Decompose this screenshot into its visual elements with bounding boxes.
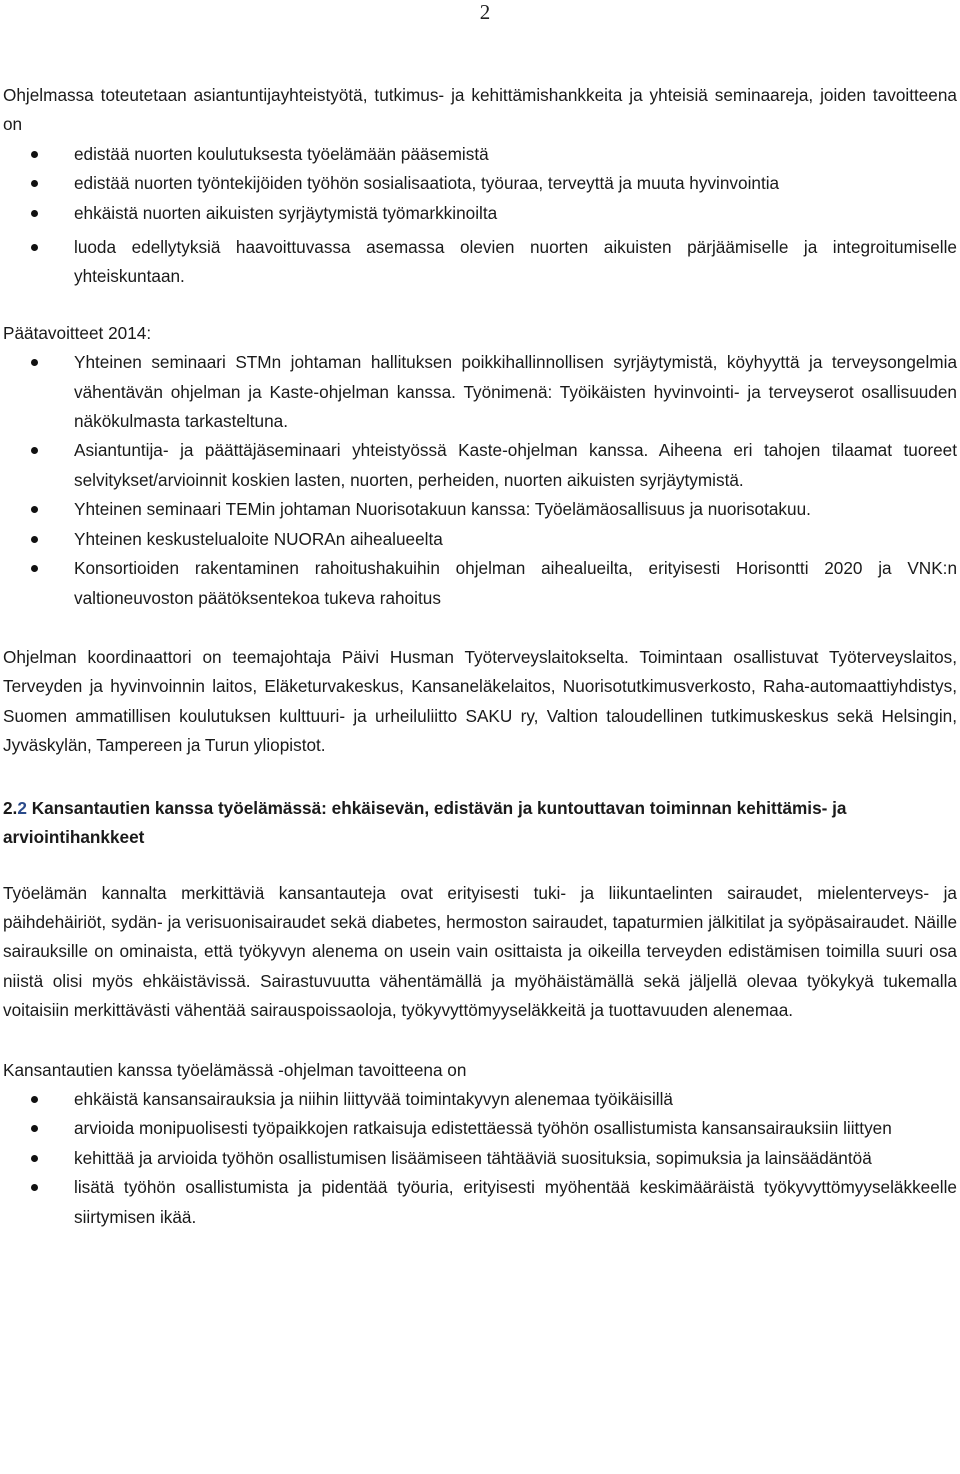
section-goals-title: Kansantautien kanssa työelämässä -ohjelman tavoitteena on: [3, 1059, 467, 1080]
document-body: [3, 81, 957, 1232]
goals-2014-list: [3, 348, 957, 613]
section-goal-list: [3, 1085, 957, 1232]
list-item: Asiantuntija- ja päättäjäseminaari yhteistyössä Kaste-ohjelman kanssa. Aiheena eri tahojen tilaamat tuoreet selvitykset/arvioinnit koskien lasten, nuorten, perheiden, nuorten aikuisten syrjäytymistä.: [74, 436, 957, 495]
intro-paragraph: Ohjelmassa toteutetaan asiantuntijayhteistyötä, tutkimus- ja kehittämishankkeita ja yhteisiä seminaareja, joiden tavoitteena on: [3, 85, 957, 135]
section-number-part1: 2.: [3, 797, 18, 818]
intro-goal-list: [3, 140, 957, 292]
list-item: arvioida monipuolisesti työpaikkojen ratkaisuja edistettäessä työhön osallistumista kansansairauksiin liittyen: [74, 1114, 957, 1143]
list-item: Konsortioiden rakentaminen rahoitushakuihin ohjelman aihealueilta, erityisesti Horisontti 2020 ja VNK:n valtioneuvoston päätöksentekoa tukeva rahoitus: [74, 554, 957, 613]
section-number-part2: 2: [17, 797, 27, 818]
list-item: luoda edellytyksiä haavoittuvassa asemassa olevien nuorten aikuisten pärjäämiselle ja integroitumiselle yhteiskuntaan.: [74, 233, 957, 292]
list-item: Yhteinen seminaari TEMin johtaman Nuorisotakuun kanssa: Työelämäosallisuus ja nuorisotakuu.: [74, 495, 957, 524]
goals-2014-title: Päätavoitteet 2014:: [3, 322, 152, 343]
section-title: Kansantautien kanssa työelämässä: ehkäisevän, edistävän ja kuntouttavan toiminnan kehittämis- ja arviointihankkeet: [3, 797, 847, 847]
list-item: Yhteinen seminaari STMn johtaman hallituksen poikkihallinnollisen syrjäytymistä, köyhyyttä ja terveysongelmia vähentävän ohjelman ja Kaste-ohjelman kanssa. Työnimenä: Työikäisten hyvinvointi- ja terveyserot osallisuuden näkökulmasta tarkasteltuna.: [74, 348, 957, 436]
section-heading: [3, 794, 957, 852]
section-body-paragraph: Työelämän kannalta merkittäviä kansantauteja ovat erityisesti tuki- ja liikuntaelinten sairaudet, mielenterveys- ja päihdehäiriöt, sydän- ja verisuonisairaudet sekä diabetes, hermoston sairaudet, tapaturmien jälkitilat ja syöpäsairaudet. Näille sairauksille on ominaista, että työkyvyn alenema on usein vain osittaista ja oikeilla terveyden edistämisen toimilla suuri osa niistä olisi myös ehkäistävissä. Sairastuvuutta vähentämällä ja myöhäistämällä sekä jäljellä olevaa työkykyä tukemalla voitaisiin merkittävästi vähentää sairauspoissaoloja, työkyvyttömyyseläkkeitä ja tuottavuuden alenemaa.: [3, 882, 957, 1021]
coordinator-paragraph: Ohjelman koordinaattori on teemajohtaja Päivi Husman Työterveyslaitokselta. Toimintaan osallistuvat Työterveyslaitos, Terveyden ja hyvinvoinnin laitos, Eläketurvakeskus, Kansaneläkelaitos, Nuorisotutkimusverkosto, Raha-automaattiyhdistys, Suomen ammatillisen koulutuksen kulttuuri- ja urheiluliitto SAKU ry, Valtion taloudellinen tutkimuskeskus sekä Helsingin, Jyväskylän, Tampereen ja Turun yliopistot.: [3, 646, 957, 756]
list-item: lisätä työhön osallistumista ja pidentää työuria, erityisesti myöhentää keskimääräistä työkyvyttömyyseläkkeelle siirtymisen ikää.: [74, 1173, 957, 1232]
list-item: Yhteinen keskustelualoite NUORAn aihealueelta: [74, 525, 957, 554]
list-item: ehkäistä kansansairauksia ja niihin liittyvää toimintakyvyn alenemaa työikäisillä: [74, 1085, 957, 1114]
page-number: 2: [479, 0, 491, 24]
list-item: ehkäistä nuorten aikuisten syrjäytymistä työmarkkinoilta: [74, 199, 957, 228]
list-item: edistää nuorten koulutuksesta työelämään pääsemistä: [74, 140, 957, 169]
list-item: kehittää ja arvioida työhön osallistumisen lisäämiseen tähtääviä suosituksia, sopimuksia ja lainsäädäntöä: [74, 1144, 957, 1173]
list-item: edistää nuorten työntekijöiden työhön sosialisaatiota, työuraa, terveyttä ja muuta hyvinvointia: [74, 169, 957, 198]
